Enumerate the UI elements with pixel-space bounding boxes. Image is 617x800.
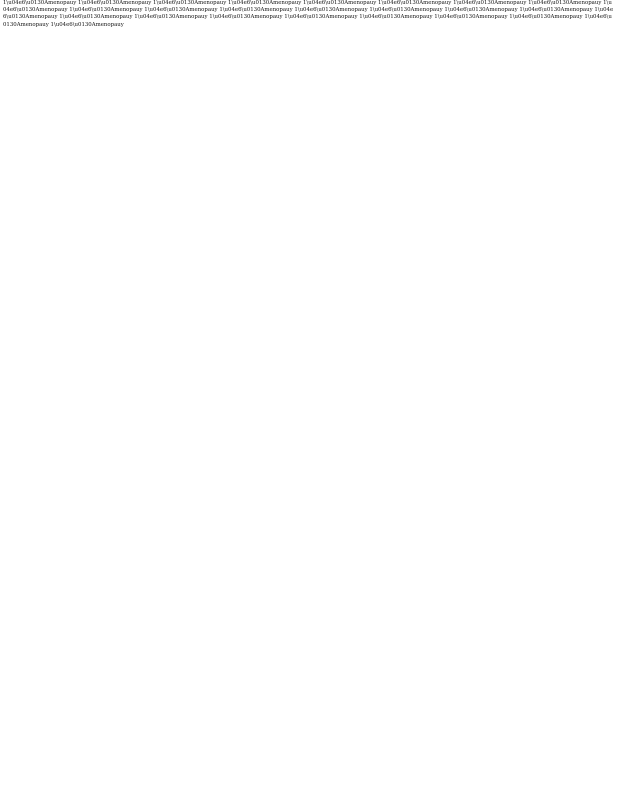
document-body-text: 1\u04e6\u0130Amenopauy 1\u04e6\u0130Amenopauy 1\u04e6\u0130Amenopauy 1\u04e6\u0130Amenopauy 1\u04e6\u0130Amenopauy 1\u04e6\u0130Amenopauy 1\u04e6\u0130Amenopauy 1\u04e6\u0130Amenopauy 1\u04e6\u0130Amenopauy 1\u04e6\u0130Amenopauy 1\u04e6\u0130Amenopauy 1\u04e6\u0130Amenopauy 1\u04e6\u0130Amenopauy 1\u04e6\u0130Amenopauy 1\u04e6\u0130Amenopauy 1\u04e6\u0130Amenopauy 1\u04e6\u0130Amenopauy 1\u04e6\u0130Amenopauy 1\u04e6\u0130Amenopauy 1\u04e6\u0130Amenopauy 1\u04e6\u0130Amenopauy 1\u04e6\u0130Amenopauy 1\u04e6\u0130Amenopauy 1\u04e6\u0130Amenopauy 1\u04e6\u0130Amenopauy 1\u04e6\u0130Amenopauy <box>3 0 614 28</box>
